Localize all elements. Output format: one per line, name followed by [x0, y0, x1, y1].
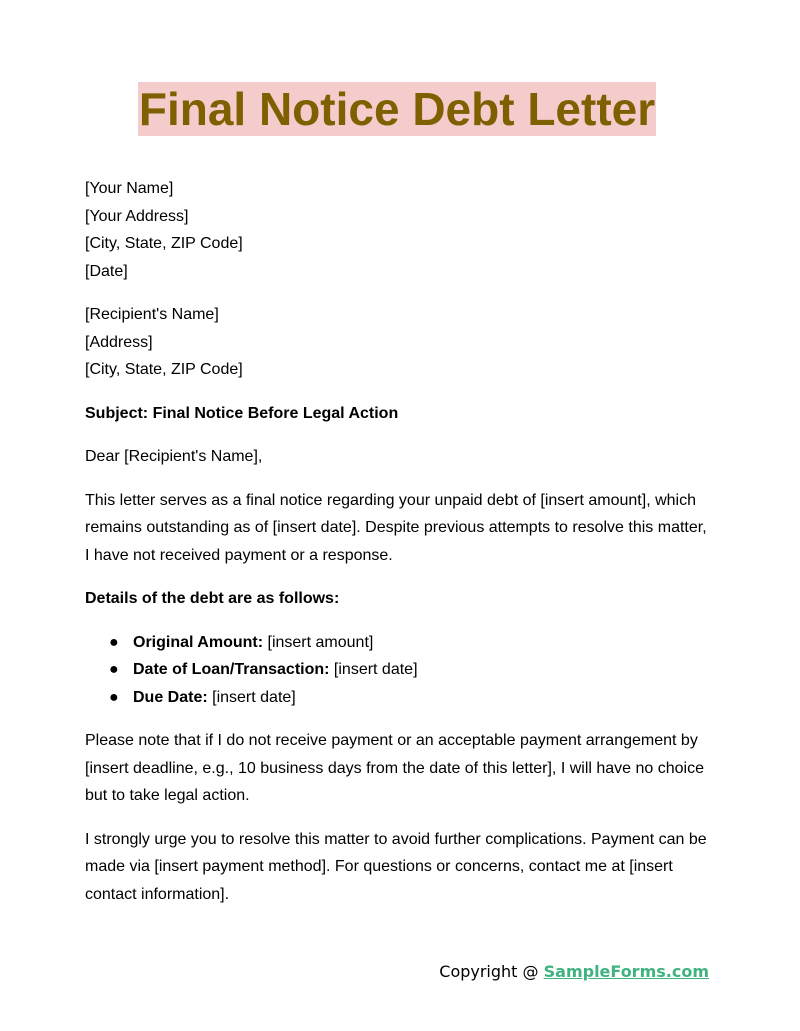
paragraph-intro: This letter serves as a final notice regarding your unpaid debt of [insert amount], which remains outstanding as of [insert date]. Despite previous attempts to resolve this matter, I have not received payment or a response. [85, 491, 707, 564]
sender-address: [Your Address] [85, 207, 189, 225]
bullet-icon: ● [109, 633, 119, 651]
detail-label: Original Amount: [133, 633, 264, 651]
copyright-prefix: Copyright @ [439, 962, 544, 981]
detail-label: Date of Loan/Transaction: [133, 661, 330, 678]
letter-body [85, 175, 715, 924]
detail-value: [insert date] [329, 661, 418, 678]
paragraph-closing: I strongly urge you to resolve this matter to avoid further complications. Payment can be made via [insert payment method]. For questions or concerns, contact me at [insert contact information]. [85, 830, 707, 903]
sender-date: [Date] [85, 262, 128, 280]
copyright-footer [439, 961, 709, 983]
title-container [0, 82, 794, 136]
recipient-name: [Recipient's Name] [85, 306, 219, 323]
sender-city-state-zip: [City, State, ZIP Code] [85, 235, 243, 252]
recipient-city-state-zip: [City, State, ZIP Code] [85, 361, 243, 378]
sender-block [85, 175, 715, 285]
sender-name: [Your Name] [85, 180, 174, 197]
bullet-icon: ● [109, 661, 119, 678]
list-item [85, 629, 715, 657]
list-item [85, 684, 715, 712]
recipient-address: [Address] [85, 333, 153, 351]
page-title: Final Notice Debt Letter [138, 83, 656, 135]
detail-value: [insert amount] [263, 633, 374, 651]
paragraph-legal-action: Please note that if I do not receive payment or an acceptable payment arrangement by [insert deadline, e.g., 10 business days from the date of this letter], I will have no choice but to take legal action. [85, 732, 705, 804]
details-heading: Details of the debt are as follows: [85, 590, 340, 607]
salutation: Dear [Recipient's Name], [85, 448, 263, 465]
subject-line: Subject: Final Notice Before Legal Action [85, 404, 399, 422]
detail-label: Due Date: [133, 688, 208, 706]
detail-value: [insert date] [207, 688, 296, 706]
recipient-block [85, 301, 715, 384]
debt-details-list [85, 629, 715, 712]
list-item [85, 656, 715, 684]
bullet-icon: ● [109, 688, 119, 706]
brand-link[interactable]: SampleForms.com [543, 962, 709, 981]
